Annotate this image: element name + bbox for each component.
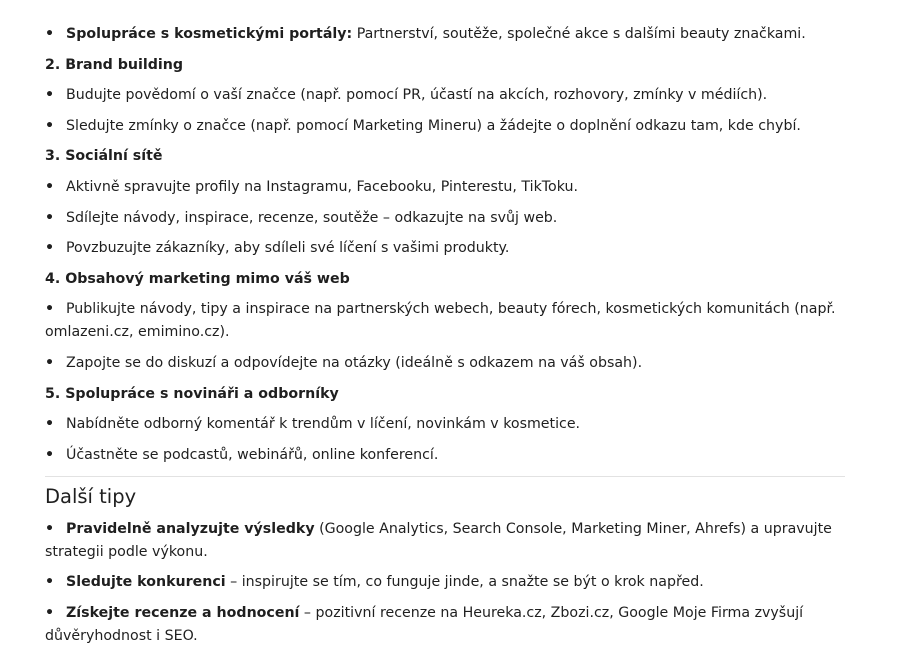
list-item-bold: Získejte recenze a hodnocení <box>66 604 300 621</box>
list-item-text: Účastněte se podcastů, webinářů, online konferencí. <box>66 446 439 463</box>
list-item <box>45 352 845 375</box>
list-item-text: Partnerství, soutěže, společné akce s dalšími beauty značkami. <box>352 26 806 42</box>
bullet-icon: • <box>45 446 55 463</box>
list-item-bold: Spolupráce s kosmetickými portály: <box>66 26 353 42</box>
bullet-icon: • <box>45 354 55 371</box>
list-item <box>45 444 845 467</box>
list-item-text: Zapojte se do diskuzí a odpovídejte na otázky (ideálně s odkazem na váš obsah). <box>66 354 643 371</box>
list-item <box>45 298 845 344</box>
section-heading: 4. Obsahový marketing mimo váš web <box>45 270 350 287</box>
section-divider <box>45 476 845 477</box>
list-item <box>45 84 845 107</box>
list-item <box>45 207 845 230</box>
list-item <box>45 237 845 260</box>
list-item-text: (Google Analytics, Search Console, Marketing Miner, Ahrefs) a upravujte strategii podle výkonu. <box>45 520 832 560</box>
list-item-bold: Sledujte konkurenci <box>66 574 226 591</box>
list-item-text: Sledujte zmínky o značce (např. pomocí Marketing Mineru) a žádejte o doplnění odkazu tam, kde chybí. <box>66 117 801 134</box>
list-item <box>45 176 845 199</box>
list-item-text: Sdílejte návody, inspirace, recenze, soutěže – odkazujte na svůj web. <box>66 209 558 226</box>
list-item <box>45 518 845 564</box>
bullet-icon: • <box>45 416 55 433</box>
list-item-text: – inspirujte se tím, co funguje jinde, a snažte se být o krok napřed. <box>225 574 704 591</box>
list-item-text: Budujte povědomí o vaší značce (např. pomocí PR, účastí na akcích, rozhovory, zmínky v médiích). <box>66 87 768 104</box>
bullet-icon: • <box>45 301 55 318</box>
list-item-text: Povzbuzujte zákazníky, aby sdíleli své líčení s vašimi produkty. <box>66 240 510 257</box>
bullet-icon: • <box>45 240 55 257</box>
article-content <box>45 23 845 656</box>
list-item <box>45 602 845 648</box>
bullet-icon: • <box>45 520 55 537</box>
list-item-text: Nabídněte odborný komentář k trendům v líčení, novinkám v kosmetice. <box>66 416 581 433</box>
tips-title: Další tipy <box>45 484 137 508</box>
section-heading: 3. Sociální sítě <box>45 148 163 165</box>
bullet-icon: • <box>45 178 55 195</box>
list-item-bold: Pravidelně analyzujte výsledky <box>66 520 315 537</box>
list-item-text: Publikujte návody, tipy a inspirace na partnerských webech, beauty fórech, kosmetických komunitách (např. omlazeni.cz, emimino.cz). <box>45 301 836 341</box>
list-item <box>45 115 845 138</box>
bullet-icon: • <box>45 26 55 42</box>
bullet-icon: • <box>45 604 55 621</box>
list-item-text: Aktivně spravujte profily na Instagramu, Facebooku, Pinterestu, TikToku. <box>66 178 579 195</box>
section-heading: 5. Spolupráce s novináři a odborníky <box>45 385 339 402</box>
bullet-icon: • <box>45 87 55 104</box>
list-item <box>45 571 845 594</box>
bullet-icon: • <box>45 117 55 134</box>
list-item-text: – pozitivní recenze na Heureka.cz, Zbozi.cz, Google Moje Firma zvyšují důvěryhodnost i SEO. <box>45 604 804 644</box>
bullet-icon: • <box>45 574 55 591</box>
section-heading: 2. Brand building <box>45 56 184 73</box>
list-item <box>45 413 845 436</box>
bullet-icon: • <box>45 209 55 226</box>
list-item <box>45 23 845 46</box>
